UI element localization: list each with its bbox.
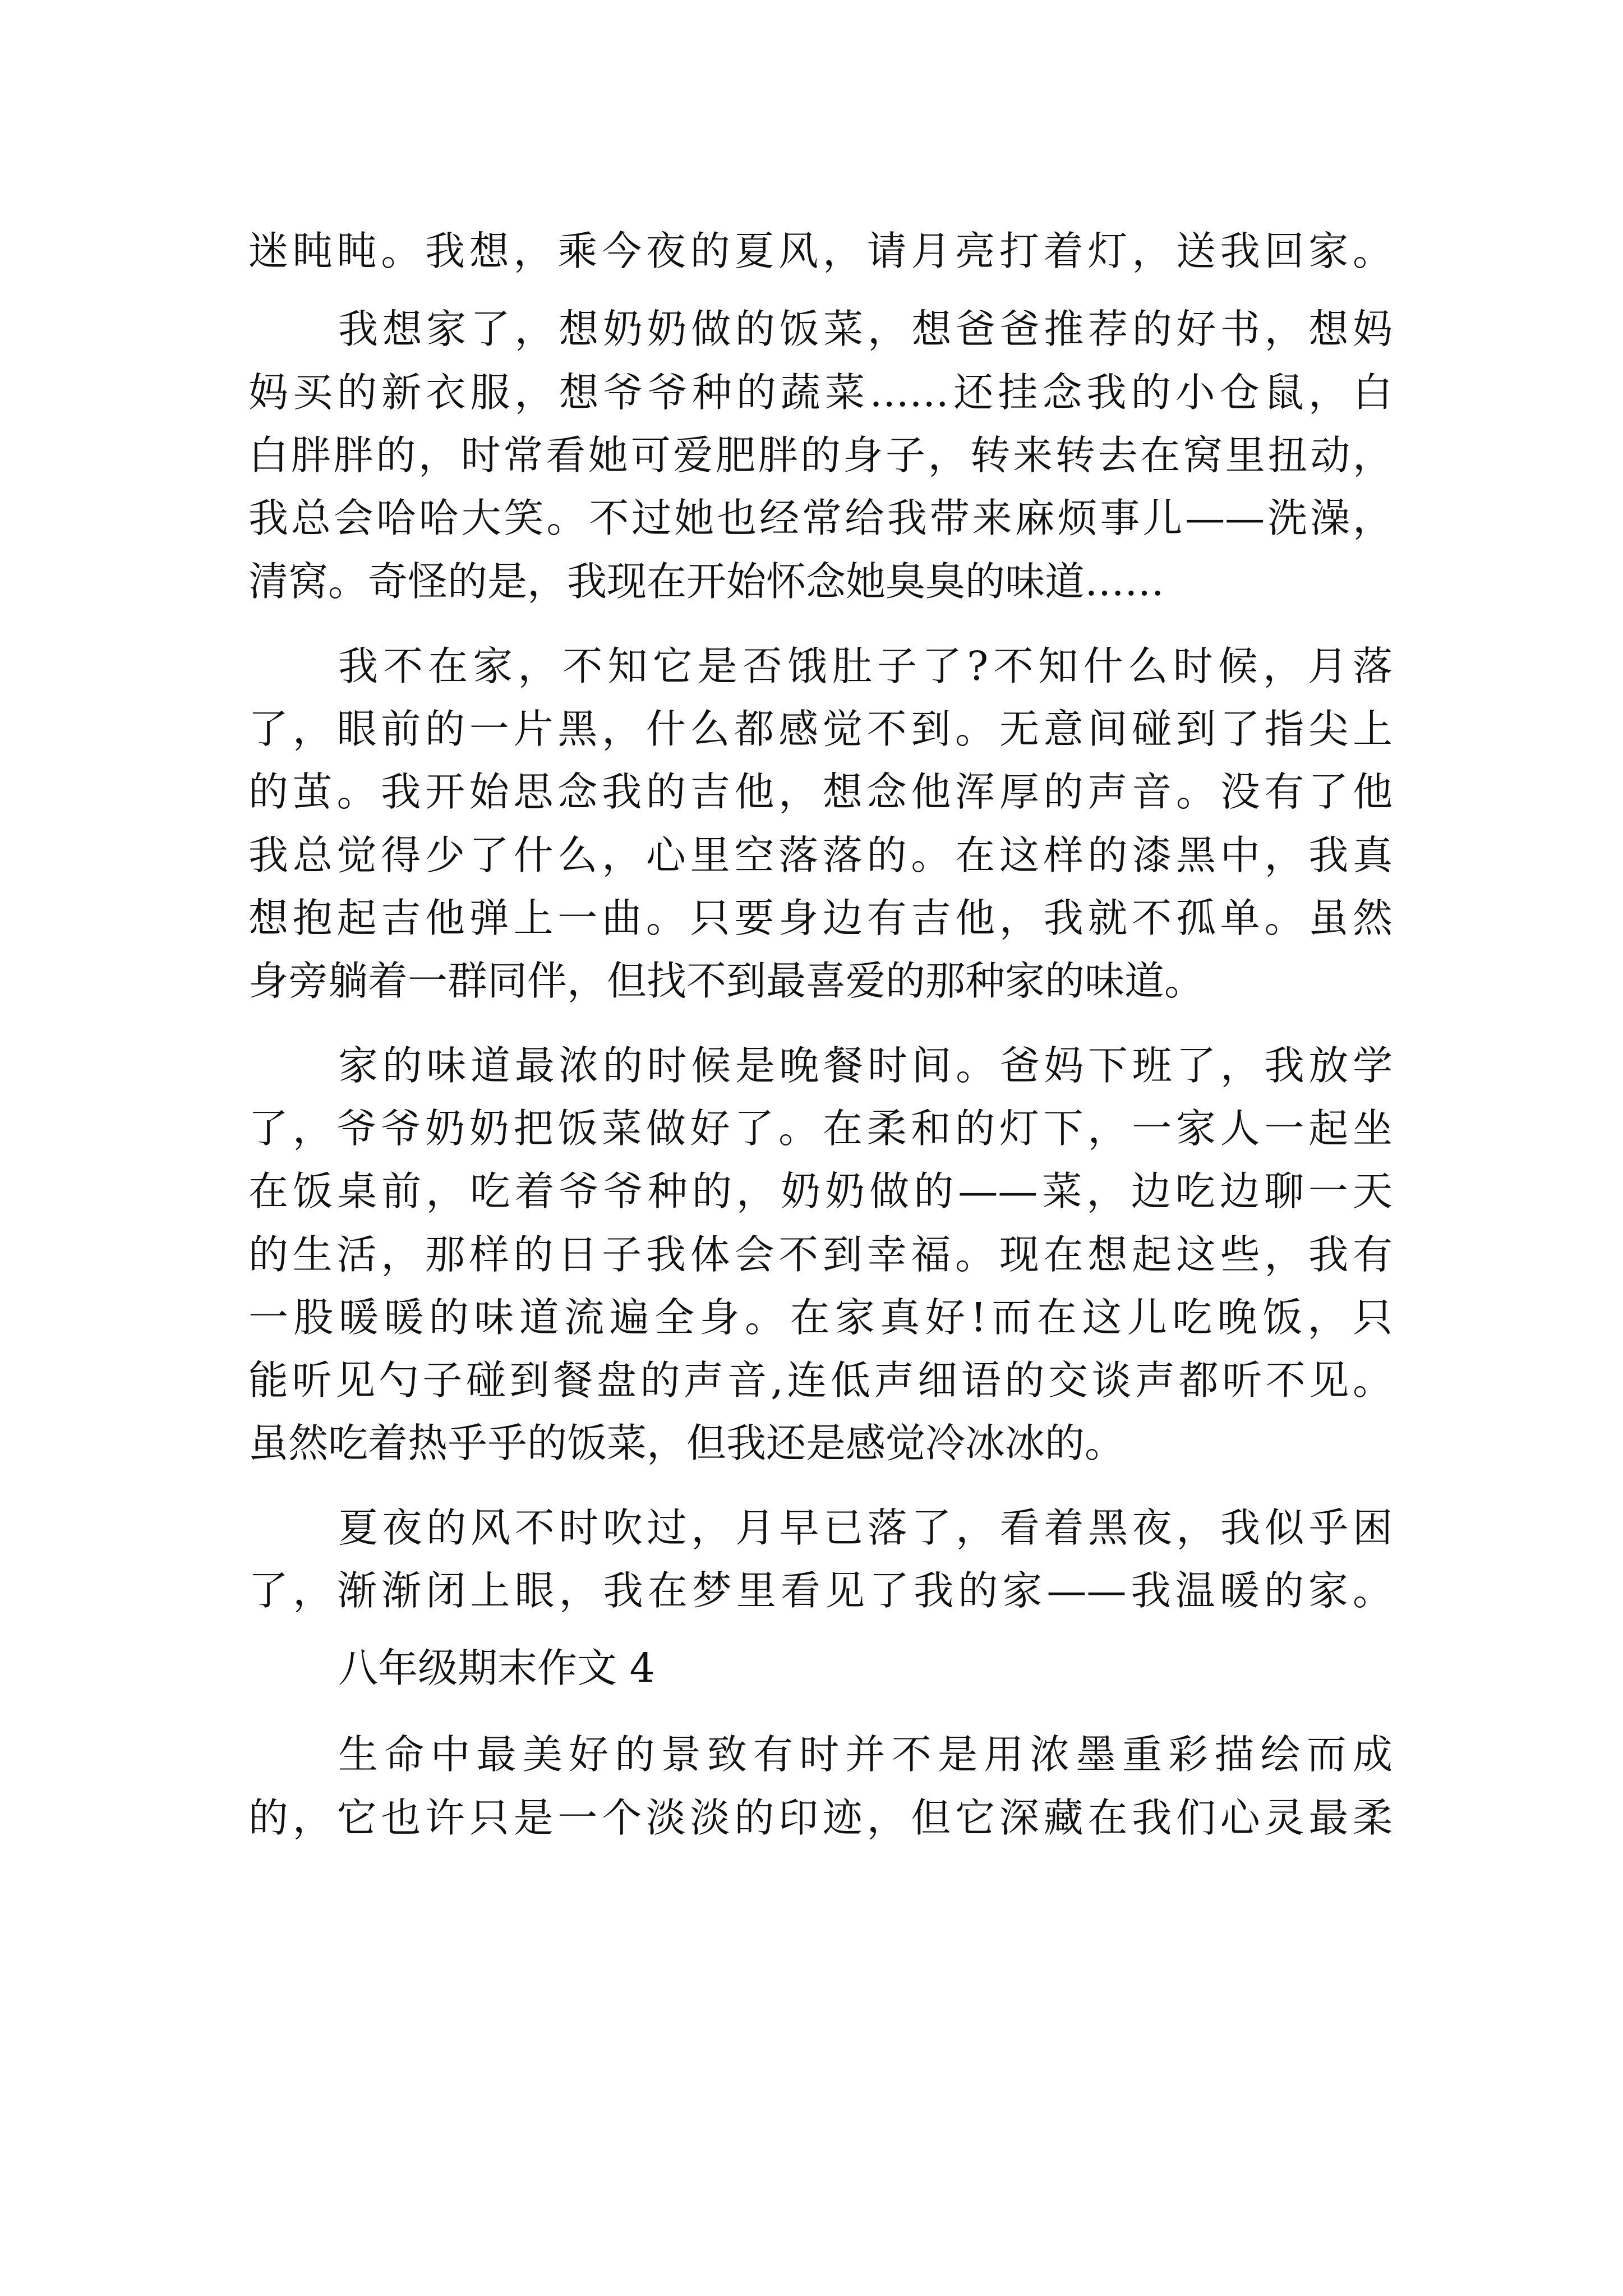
text-line: 的，它也许只是一个淡淡的印迹，但它深藏在我们心灵最柔 [248,1795,1393,1841]
text-line: 身旁躺着一群同伴，但找不到最喜爱的那种家的味道。 [248,958,1205,1004]
section-heading: 八年级期末作文 4 [338,1645,655,1691]
text-line: 虽然吃着热乎乎的饭菜，但我还是感觉冷冰冰的。 [248,1420,1125,1466]
text-line: 我不在家，不知它是否饿肚子了?不知什么时候，月落 [338,643,1393,689]
text-line: 我总会哈哈大笑。不过她也经常给我带来麻烦事儿——洗澡， [248,495,1393,541]
text-line: 清窝。奇怪的是，我现在开始怀念她臭臭的味道…… [248,558,1165,605]
text-line: 的生活，那样的日子我体会不到幸福。现在想起这些，我有 [248,1231,1393,1278]
text-line: 能听见勺子碰到餐盘的声音,连低声细语的交谈声都听不见。 [248,1357,1393,1404]
text-line: 夏夜的风不时吹过，月早已落了，看着黑夜，我似乎困 [338,1504,1393,1551]
text-line: 的茧。我开始思念我的吉他，想念他浑厚的声音。没有了他 [248,769,1393,815]
text-line: 我总觉得少了什么，心里空落落的。在这样的漆黑中，我真 [248,832,1393,878]
text-line: 一股暖暖的味道流遍全身。在家真好!而在这儿吃晚饭，只 [248,1294,1393,1341]
text-line: 生命中最美好的景致有时并不是用浓墨重彩描绘而成 [338,1731,1393,1778]
text-line: 家的味道最浓的时候是晚餐时间。爸妈下班了，我放学 [338,1042,1393,1089]
text-line: 了，渐渐闭上眼，我在梦里看见了我的家——我温暖的家。 [248,1567,1393,1614]
text-line: 迷盹盹。我想，乘今夜的夏风，请月亮打着灯，送我回家。 [248,228,1393,274]
text-line: 在饭桌前，吃着爷爷种的，奶奶做的——菜，边吃边聊一天 [248,1168,1393,1214]
text-line: 了，爷爷奶奶把饭菜做好了。在柔和的灯下，一家人一起坐 [248,1105,1393,1152]
text-line: 想抱起吉他弹上一曲。只要身边有吉他，我就不孤单。虽然 [248,895,1393,941]
text-line: 我想家了，想奶奶做的饭菜，想爸爸推荐的好书，想妈 [338,306,1393,352]
text-line: 白胖胖的，时常看她可爱肥胖的身子，转来转去在窝里扭动， [248,432,1393,478]
text-line: 妈买的新衣服，想爷爷种的蔬菜……还挂念我的小仓鼠，白 [248,369,1393,416]
text-line: 了，眼前的一片黑，什么都感觉不到。无意间碰到了指尖上 [248,706,1393,752]
